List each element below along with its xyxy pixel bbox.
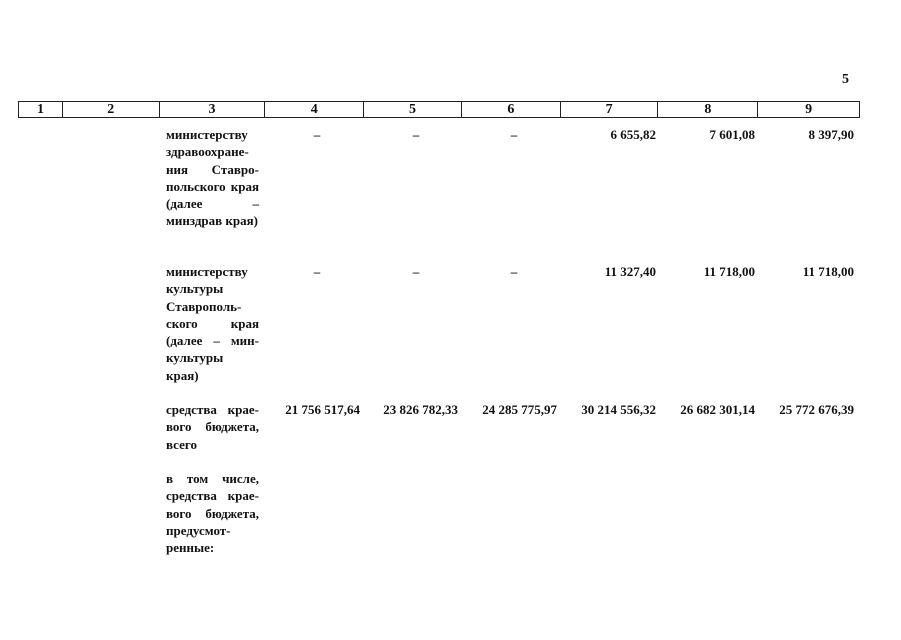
cell-col6: – [510, 264, 518, 279]
column-header-9: 9 [805, 102, 813, 117]
cell-col8: 26 682 301,14 [680, 402, 755, 417]
cell-col7: 6 655,82 [610, 127, 656, 142]
cell-col5: – [412, 264, 420, 279]
row-description: в том числе, средства крае-вого бюджета, предусмот-ренные: [166, 471, 259, 556]
cell-col9: 8 397,90 [808, 127, 854, 142]
cell-col9: 11 718,00 [802, 264, 854, 279]
cell-col8: 11 718,00 [703, 264, 755, 279]
column-header-5: 5 [364, 102, 462, 117]
row-description: министерству культуры Ставрополь-ского края (далее – мин-культуры края) [166, 264, 259, 383]
page-number: 5 [842, 72, 849, 87]
column-header-6: 6 [462, 102, 561, 117]
cell-col7: 30 214 556,32 [581, 402, 656, 417]
cell-col4: 21 756 517,64 [285, 402, 360, 417]
table-header [18, 101, 860, 118]
cell-col5: – [412, 127, 420, 142]
cell-col5: 23 826 782,33 [383, 402, 458, 417]
column-header-3: 3 [160, 102, 266, 117]
cell-col4: – [313, 264, 321, 279]
column-header-8: 8 [658, 102, 758, 117]
column-header-1: 1 [19, 102, 63, 117]
column-header-2: 2 [63, 102, 160, 117]
row-description: средства крае-вого бюджета, всего [166, 402, 259, 452]
cell-col4: – [313, 127, 321, 142]
column-header-4: 4 [265, 102, 364, 117]
column-header-7: 7 [561, 102, 659, 117]
cell-col9: 25 772 676,39 [779, 402, 854, 417]
row-description: министерству здравоохране-ния Ставро-польского края (далее – минздрав края) [166, 127, 259, 229]
cell-col7: 11 327,40 [604, 264, 656, 279]
cell-col8: 7 601,08 [709, 127, 755, 142]
cell-col6: – [510, 127, 518, 142]
cell-col6: 24 285 775,97 [482, 402, 557, 417]
